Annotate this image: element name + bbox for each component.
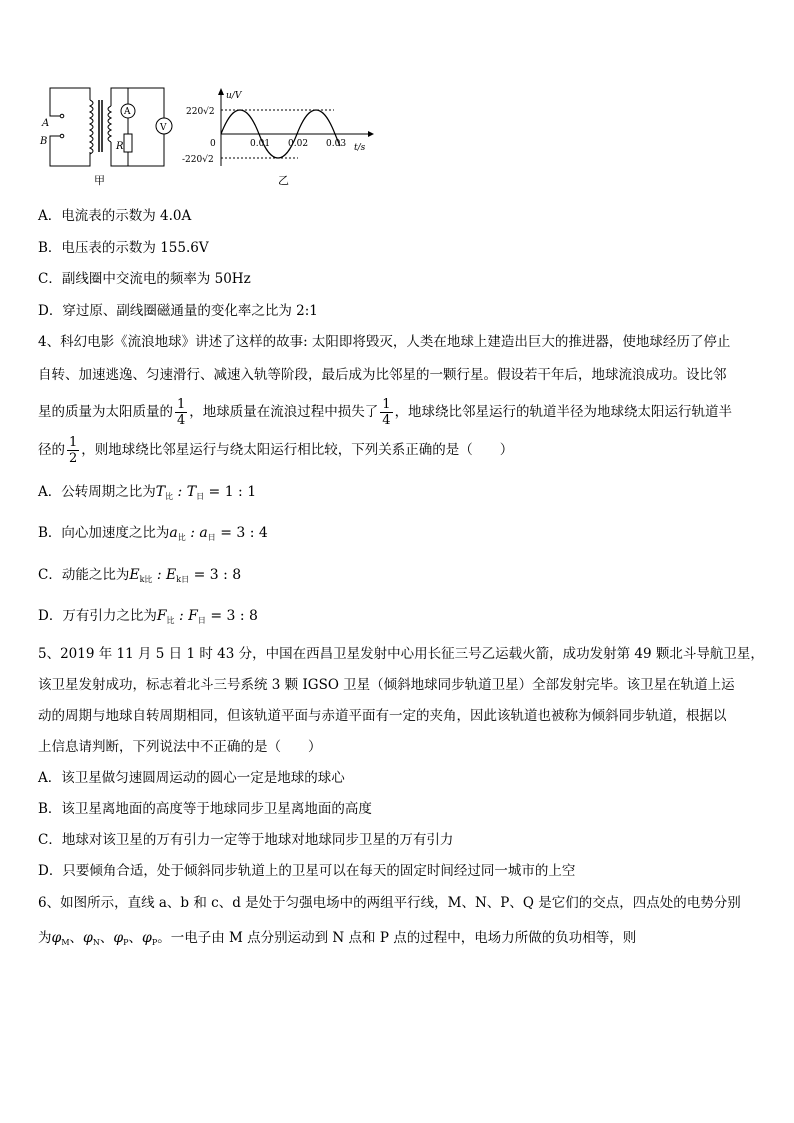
caption-yi: 乙 — [278, 174, 289, 187]
q5-option-c: C．地球对该卫星的万有引力一定等于地球对地球同步卫星的万有引力 — [38, 832, 454, 848]
frac-denominator: 4 — [382, 413, 391, 428]
q4-stem-line2: 自转、加速逃逸、匀速滑行、减速入轨等阶段，最后成为比邻星的一颗行星。假设若干年后，地球流浪成功。设比邻 — [38, 367, 727, 383]
math-eq: = 3 : 8 — [189, 567, 242, 583]
q3-option-a: A．电流表的示数为 4.0A — [38, 208, 192, 224]
t-axis-arrow-icon — [368, 131, 374, 137]
option-text: A．公转周期之比为 — [38, 484, 156, 500]
q4-line4-part-a: 径的 — [38, 442, 65, 458]
math-sub: k日 — [176, 575, 190, 584]
q4-stem-line3 — [38, 392, 732, 432]
math-eq: = 1 : 1 — [204, 484, 257, 500]
phi-sub-m: M — [61, 938, 70, 947]
q4-option-b — [38, 525, 268, 546]
label-R: R — [116, 141, 124, 152]
math-mid: : a — [185, 525, 208, 541]
option-text: B．向心加速度之比为 — [38, 525, 170, 541]
circuit-and-waveform-figure — [28, 86, 388, 190]
q5-option-d: D．只要倾角合适，处于倾斜同步轨道上的卫星可以在每天的固定时间经过同一城市的上空 — [38, 863, 576, 879]
tick-0.01: 0.01 — [250, 139, 271, 149]
u-axis-arrow-icon — [218, 88, 224, 95]
q6-stem-line1: 6、如图所示，直线 a、b 和 c、d 是处于匀强电场中的两组平行线，M、N、P、Q 是它们的交点，四点处的电势分别 — [38, 895, 741, 911]
fraction-1-4-a — [175, 397, 187, 428]
math-sub: 日 — [197, 616, 206, 625]
voltmeter-icon: V — [160, 123, 167, 133]
q4-stem-line1: 4、科幻电影《流浪地球》讲述了这样的故事: 太阳即将毁灭，人类在地球上建造出巨大的推进器，使地球经历了停止 — [38, 334, 731, 350]
phi-symbol: φ — [113, 930, 124, 946]
fraction-1-4-b — [380, 397, 392, 428]
voltage-waveform-graph — [218, 88, 374, 166]
q5-stem-line3: 动的周期与地球自转周期相同，但该轨道平面与赤道平面有一定的夹角，因此该轨道也被称为倾斜同步轨道，根据以 — [38, 708, 727, 724]
caption-jia: 甲 — [94, 174, 105, 187]
math-mid: : F — [174, 608, 198, 624]
math-sub: k比 — [139, 575, 153, 584]
q4-line3-part-b: ，地球质量在流浪过程中损失了 — [189, 404, 379, 420]
frac-numerator: 1 — [69, 435, 78, 450]
q6-line2-prefix: 为 — [38, 930, 52, 946]
math-mid: : T — [173, 484, 197, 500]
option-text: D．万有引力之比为 — [38, 608, 157, 624]
math-var: T — [155, 484, 166, 500]
math-sub: 比 — [165, 492, 174, 501]
math-var: E — [129, 567, 140, 583]
q4-line4-part-b: ，则地球绕比邻星运行与绕太阳运行相比较，下列关系正确的是（ ） — [81, 442, 514, 458]
q5-stem-line2: 该卫星发射成功，标志着北斗三号系统 3 颗 IGSO 卫星（倾斜地球同步轨道卫星）全部发射完毕。该卫星在轨道上运 — [38, 677, 735, 693]
q4-line3-part-a: 星的质量为太阳质量的 — [38, 404, 173, 420]
q5-stem-line4: 上信息请判断，下列说法中不正确的是（ ） — [38, 739, 322, 755]
frac-denominator: 4 — [177, 413, 186, 428]
u-axis-label: u/V — [226, 91, 242, 101]
phi-sub-p: P — [123, 938, 129, 947]
math-eq: = 3 : 8 — [205, 608, 258, 624]
phi-sub-n: N — [92, 938, 100, 947]
q4-option-d — [38, 608, 258, 629]
math-sub: 比 — [166, 616, 175, 625]
q6-stem-line2 — [38, 930, 636, 951]
phi-sub-p2: P — [151, 938, 158, 947]
q4-option-a — [38, 484, 256, 505]
q4-stem-line4 — [38, 430, 513, 470]
label-B: B — [40, 136, 48, 147]
origin-label: 0 — [210, 139, 216, 149]
math-sub: 日 — [207, 533, 216, 542]
q5-option-b: B．该卫星离地面的高度等于地球同步卫星离地面的高度 — [38, 801, 372, 817]
q5-stem-line1: 5、2019 年 11 月 5 日 1 时 43 分，中国在西昌卫星发射中心用长征三号乙运载火箭，成功发射第 49 颗北斗导航卫星， — [38, 646, 764, 662]
ammeter-icon: A — [124, 107, 131, 117]
q6-line2-rest: 。一电子由 M 点分别运动到 N 点和 P 点的过程中，电场力所做的负功相等，则 — [157, 930, 637, 946]
label-A: A — [42, 118, 50, 129]
terminal-b — [60, 134, 64, 138]
fraction-1-2 — [67, 435, 79, 466]
q4-line3-part-c: ，地球绕比邻星运行的轨道半径为地球绕太阳运行轨道半 — [394, 404, 733, 420]
terminal-a — [60, 114, 64, 118]
vmax-label: 220√2 — [186, 107, 215, 117]
q5-option-a: A．该卫星做匀速圆周运动的圆心一定是地球的球心 — [38, 770, 345, 786]
math-eq: = 3 : 4 — [215, 525, 268, 541]
frac-denominator: 2 — [69, 451, 78, 466]
math-mid: : E — [152, 567, 177, 583]
q3-option-b: B．电压表的示数为 155.6V — [38, 240, 209, 256]
t-axis-label: t/s — [354, 143, 366, 153]
phi-symbol: φ — [51, 930, 62, 946]
phi-symbol: φ — [142, 930, 152, 946]
frac-numerator: 1 — [177, 397, 186, 412]
frac-numerator: 1 — [382, 397, 391, 412]
separator: 、 — [69, 930, 84, 946]
phi-symbol: φ — [83, 930, 93, 946]
vmin-label: -220√2 — [182, 155, 214, 165]
q4-option-c — [38, 567, 241, 588]
separator: 、 — [99, 930, 114, 946]
option-text: C．动能之比为 — [38, 567, 130, 583]
tick-0.03: 0.03 — [326, 139, 347, 149]
math-var: F — [156, 608, 167, 624]
math-sub: 比 — [177, 533, 186, 542]
math-var: a — [169, 525, 178, 541]
q3-option-c: C．副线圈中交流电的频率为 50Hz — [38, 271, 251, 287]
tick-0.02: 0.02 — [288, 139, 309, 149]
separator: 、 — [128, 930, 143, 946]
math-sub: 日 — [196, 492, 205, 501]
q3-option-d: D．穿过原、副线圈磁通量的变化率之比为 2:1 — [38, 303, 318, 319]
transformer-circuit — [50, 88, 172, 166]
